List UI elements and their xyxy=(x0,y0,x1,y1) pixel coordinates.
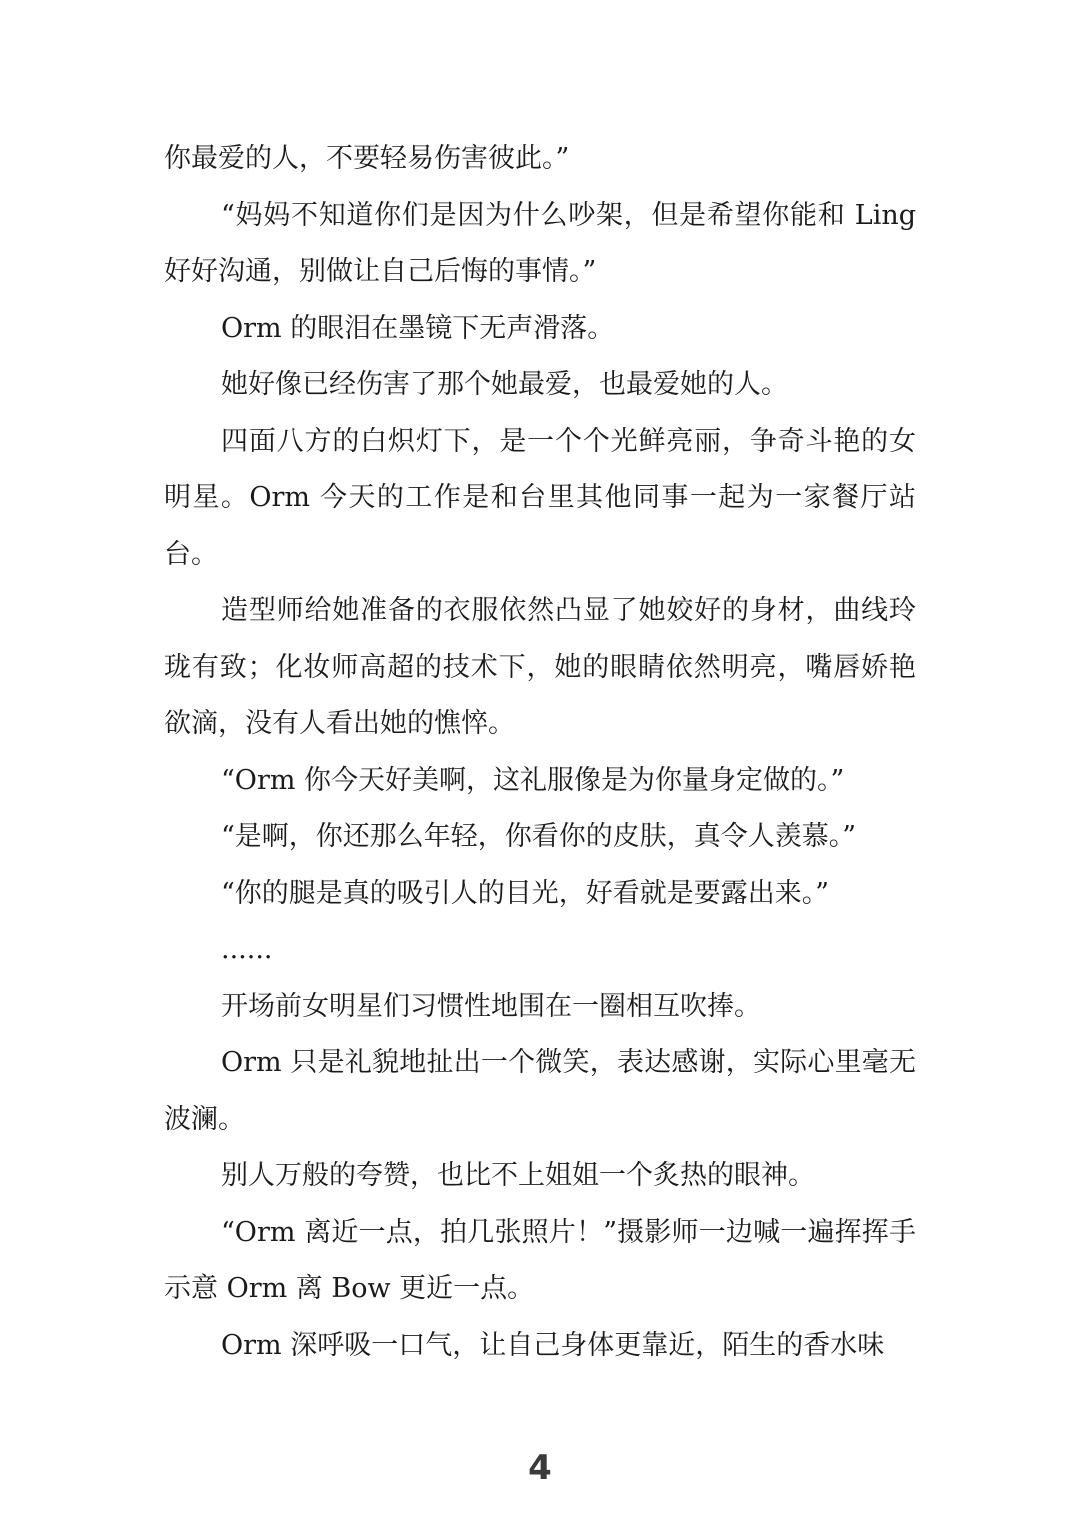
paragraph-3: Orm 的眼泪在墨镜下无声滑落。 xyxy=(221,312,615,344)
paragraph-ellipsis: ...... xyxy=(221,934,273,965)
paragraph-14: “Orm 离近一点，拍几张照片！”摄影师一边喊一遍挥挥手示意 Orm 离 Bow 更近一点。 xyxy=(164,1216,916,1304)
paragraph-8: “是啊，你还那么年轻，你看你的皮肤，真令人羡慕。” xyxy=(221,821,857,852)
paragraph-15: Orm 深呼吸一口气，让自己身体更靠近，陌生的香水味 xyxy=(221,1329,885,1361)
paragraph-13: 别人万般的夸赞，也比不上姐姐一个炙热的眼神。 xyxy=(221,1160,815,1191)
paragraph-5: 四面八方的白炽灯下，是一个个光鲜亮丽，争奇斗艳的女明星。Orm 今天的工作是和台里其他同事一起为一家餐厅站台。 xyxy=(164,425,916,570)
paragraph-1: 你最爱的人，不要轻易伤害彼此。” xyxy=(164,143,570,174)
paragraph-4: 她好像已经伤害了那个她最爱，也最爱她的人。 xyxy=(221,369,788,400)
paragraph-12: Orm 只是礼貌地扯出一个微笑，表达感谢，实际心里毫无波澜。 xyxy=(164,1047,916,1135)
paragraph-6: 造型师给她准备的衣服依然凸显了她姣好的身材，曲线玲珑有致；化妆师高超的技术下，她的眼睛依然明亮，嘴唇娇艳欲滴，没有人看出她的憔悴。 xyxy=(164,595,916,739)
page-number: 4 xyxy=(528,1448,552,1488)
paragraph-9: “你的腿是真的吸引人的目光，好看就是要露出来。” xyxy=(221,877,830,909)
paragraph-2: “妈妈不知道你们是因为什么吵架，但是希望你能和 Ling 好好沟通，别做让自己后悔的事情。” xyxy=(164,199,916,287)
text-body xyxy=(164,131,916,1374)
paragraph-7: “Orm 你今天好美啊，这礼服像是为你量身定做的。” xyxy=(221,764,845,796)
paragraph-11: 开场前女明星们习惯性地围在一圈相互吹捧。 xyxy=(221,990,761,1022)
